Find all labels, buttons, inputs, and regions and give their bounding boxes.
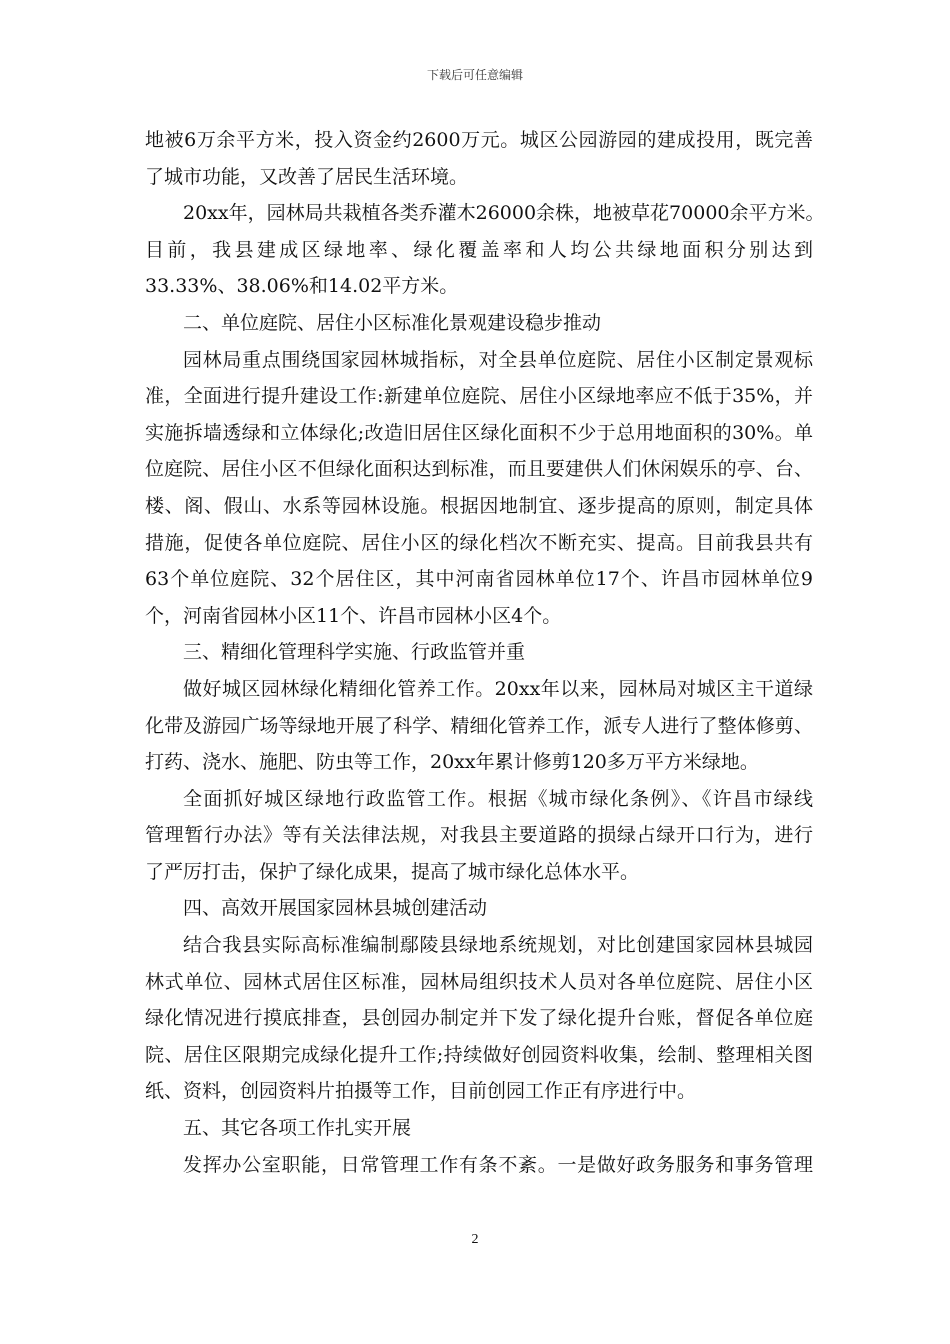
text-line: 了城市功能，又改善了居民生活环境。 (145, 165, 469, 188)
text-line: 五、其它各项工作扎实开展 (183, 1117, 412, 1140)
text-line: 楼、阁、假山、水系等园林设施。根据因地制宜、逐步提高的原则，制定具体 (145, 494, 813, 517)
text-line: 个，河南省园林小区11个、许昌市园林小区4个。 (145, 604, 562, 627)
text-line: 20xx年，园林局共栽植各类乔灌木26000余株，地被草花70000余平方米。 (183, 202, 825, 225)
text-line: 实施拆墙透绿和立体绿化;改造旧居住区绿化面积不少于总用地面积的30%。单 (145, 421, 813, 444)
text-line: 位庭院、居住小区不但绿化面积达到标准，而且要建供人们休闲娱乐的亭、台、 (145, 458, 813, 481)
text-line: 绿化情况进行摸底排查，县创园办制定并下发了绿化提升台账，督促各单位庭 (145, 1007, 813, 1030)
text-line: 三、精细化管理科学实施、行政监管并重 (183, 641, 526, 664)
text-line: 化带及游园广场等绿地开展了科学、精细化管养工作，派专人进行了整体修剪、 (145, 714, 813, 737)
page-header: 下载后可任意编辑 (426, 68, 523, 82)
text-line: 准，全面进行提升建设工作:新建单位庭院、居住小区绿地率应不低于35%，并 (145, 385, 813, 408)
text-line: 33.33%、38.06%和14.02平方米。 (145, 275, 459, 298)
text-line: 园林局重点围绕国家园林城指标，对全县单位庭院、居住小区制定景观标 (183, 348, 813, 371)
text-line: 目前，我县建成区绿地率、绿化覆盖率和人均公共绿地面积分别达到 (145, 238, 813, 261)
text-line: 地被6万余平方米，投入资金约2600万元。城区公园游园的建成投用，既完善 (145, 129, 813, 151)
document-body (145, 122, 825, 1183)
text-line: 四、高效开展国家园林县城创建活动 (183, 897, 488, 920)
text-line: 二、单位庭院、居住小区标准化景观建设稳步推动 (183, 311, 602, 334)
page-number: 2 (471, 1232, 479, 1247)
text-line: 管理暂行办法》等有关法律法规，对我县主要道路的损绿占绿开口行为，进行 (145, 824, 813, 847)
text-line: 发挥办公室职能，日常管理工作有条不紊。一是做好政务服务和事务管理 (183, 1153, 813, 1176)
text-line: 纸、资料，创园资料片拍摄等工作，目前创园工作正有序进行中。 (145, 1080, 697, 1103)
text-line: 了严厉打击，保护了绿化成果，提高了城市绿化总体水平。 (145, 860, 640, 883)
text-line: 63个单位庭院、32个居住区，其中河南省园林单位17个、许昌市园林单位9 (145, 568, 813, 591)
text-line: 结合我县实际高标准编制鄢陵县绿地系统规划，对比创建国家园林县城园 (183, 934, 813, 957)
text-line: 全面抓好城区绿地行政监管工作。根据《城市绿化条例》、《许昌市绿线 (183, 787, 813, 810)
text-line: 做好城区园林绿化精细化管养工作。20xx年以来，园林局对城区主干道绿 (183, 677, 813, 700)
text-line: 林式单位、园林式居住区标准，园林局组织技术人员对各单位庭院、居住小区 (145, 970, 813, 993)
text-line: 打药、浇水、施肥、防虫等工作，20xx年累计修剪120多万平方米绿地。 (145, 751, 759, 774)
text-line: 院、居住区限期完成绿化提升工作;持续做好创园资料收集，绘制、整理相关图 (145, 1043, 813, 1066)
text-line: 措施，促使各单位庭院、居住小区的绿化档次不断充实、提高。目前我县共有 (145, 531, 813, 554)
